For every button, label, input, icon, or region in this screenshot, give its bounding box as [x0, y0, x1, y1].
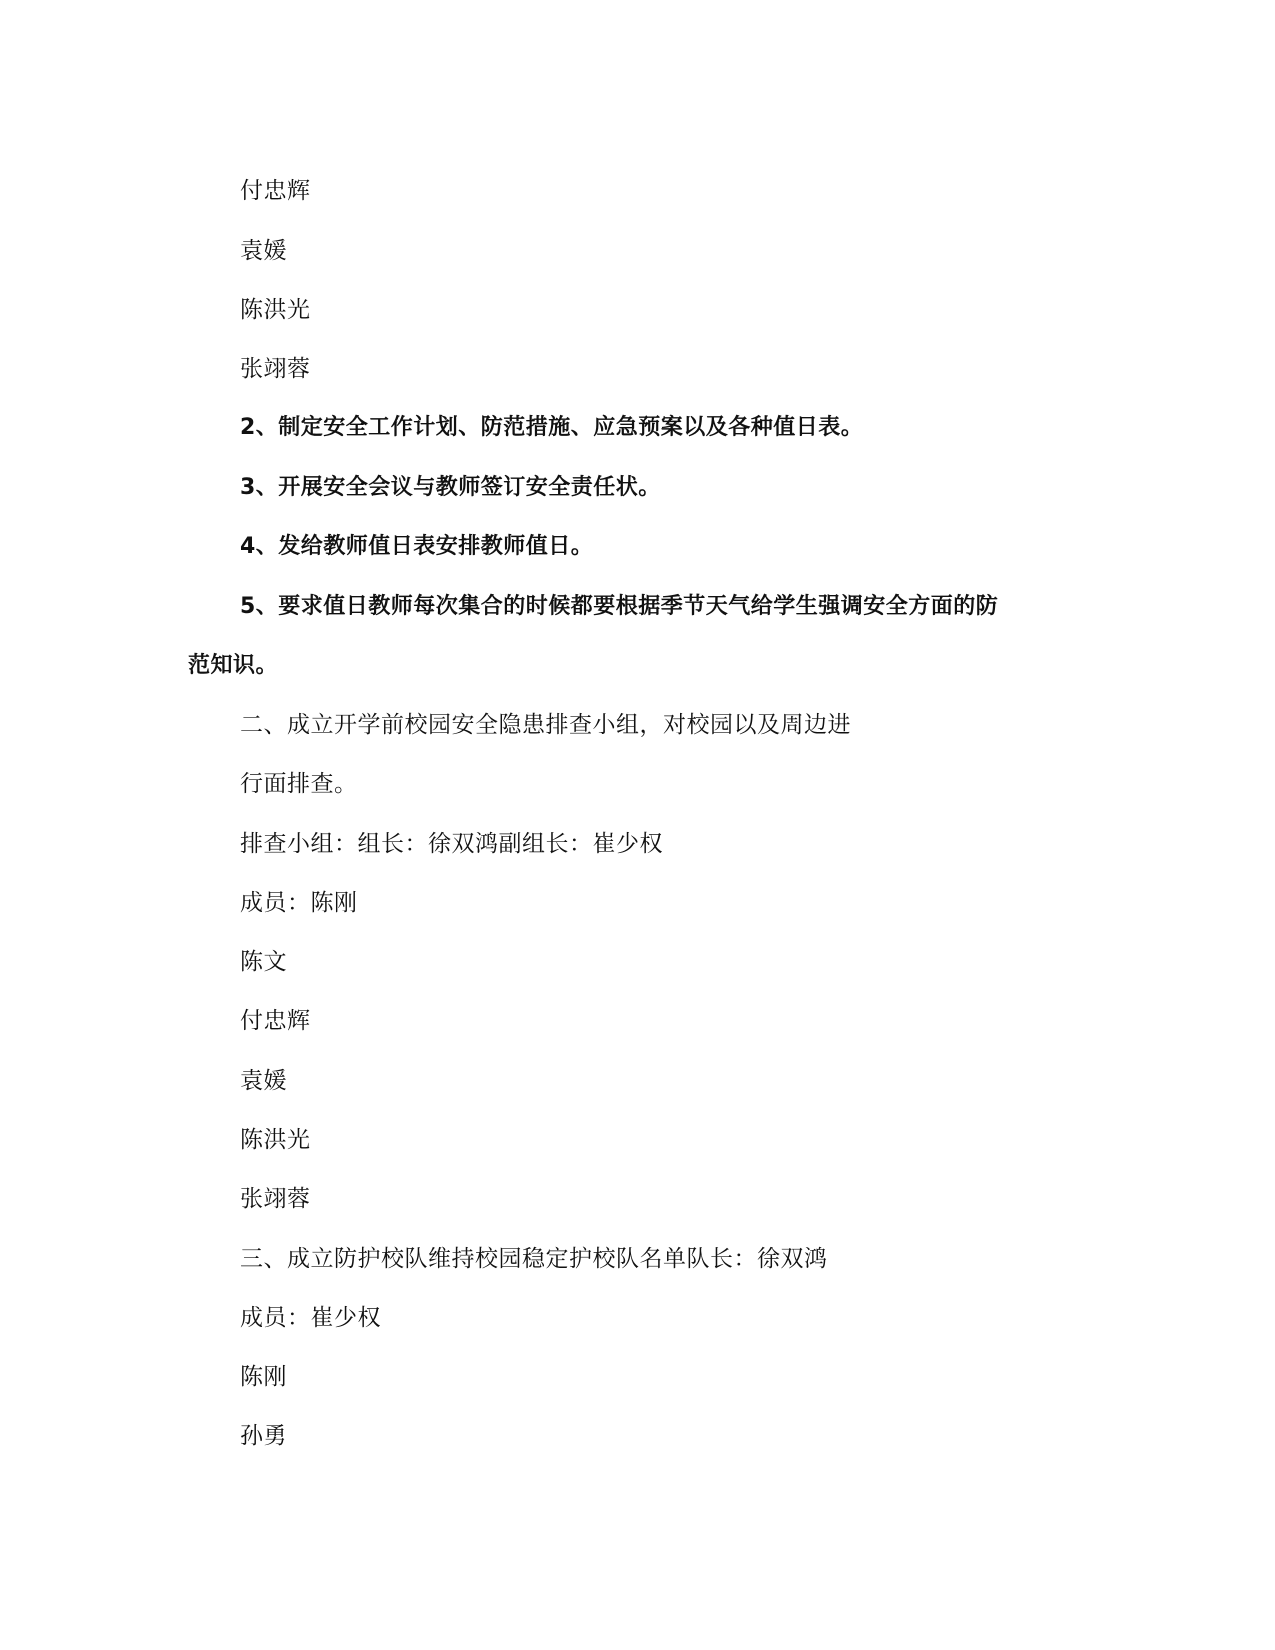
member-name: 袁媛: [240, 238, 287, 264]
members-label: 成员：陈刚: [240, 890, 358, 916]
member-name: 张翊蓉: [240, 1186, 311, 1212]
inspection-group-leaders: 排查小组：组长：徐双鸿副组长：崔少权: [240, 831, 663, 857]
member-name: 陈文: [240, 949, 287, 975]
numbered-item-4: 4、发给教师值日表安排教师值日。: [240, 534, 594, 559]
member-name: 付忠辉: [240, 178, 311, 204]
numbered-item-5-continuation: 范知识。: [188, 653, 279, 678]
member-name: 张翊蓉: [240, 356, 311, 382]
section-heading-2: 二、成立开学前校园安全隐患排查小组，对校园以及周边进: [240, 712, 851, 738]
numbered-item-2: 2、制定安全工作计划、防范措施、应急预案以及各种值日表。: [240, 415, 864, 440]
member-name: 孙勇: [240, 1423, 287, 1449]
numbered-item-5: 5、要求值日教师每次集合的时候都要根据季节天气给学生强调安全方面的防: [240, 594, 999, 619]
members-label: 成员：崔少权: [240, 1305, 381, 1331]
member-name: 陈洪光: [240, 1127, 311, 1153]
member-name: 袁媛: [240, 1068, 287, 1094]
section-heading-2-continuation: 行面排查。: [240, 771, 358, 797]
section-heading-3: 三、成立防护校队维持校园稳定护校队名单队长：徐双鸿: [240, 1246, 828, 1272]
numbered-item-3: 3、开展安全会议与教师签订安全责任状。: [240, 475, 661, 500]
member-name: 陈刚: [240, 1364, 287, 1390]
member-name: 陈洪光: [240, 297, 311, 323]
member-name: 付忠辉: [240, 1008, 311, 1034]
